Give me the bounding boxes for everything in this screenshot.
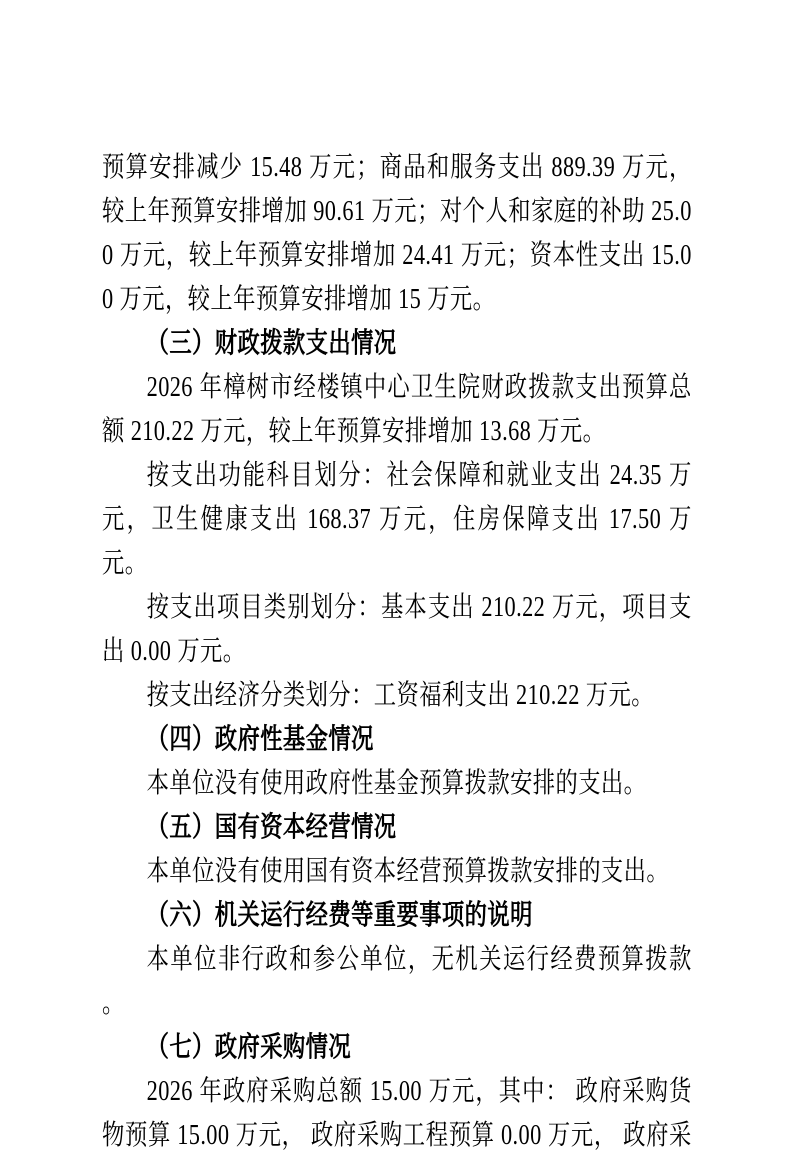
heading-section-4-government-funds: （四）政府性基金情况	[146, 724, 374, 755]
paragraph-government-procurement-detail: 2026 年政府采购总额 15.00 万元，其中： 政府采购货物预算 15.00 万元， 政府采购工程预算 0.00 万元， 政府采	[102, 1076, 692, 1151]
paragraph-expenditure-by-project-type: 按支出项目类别划分：基本支出 210.22 万元，项目支出 0.00 万元。	[102, 592, 692, 667]
heading-section-5-state-capital-operation: （五）国有资本经营情况	[146, 812, 397, 843]
heading-section-6-agency-operating-expenses: （六）机关运行经费等重要事项的说明	[146, 900, 533, 931]
paragraph-state-capital-statement: 本单位没有使用国有资本经营预算拨款安排的支出。	[146, 856, 670, 887]
paragraph-expenditure-by-economic-class: 按支出经济分类划分：工资福利支出 210.22 万元。	[146, 680, 654, 711]
heading-section-7-government-procurement: （七）政府采购情况	[146, 1032, 352, 1063]
paragraph-operating-expenses-statement: 本单位非行政和参公单位，无机关运行经费预算拨款 。	[102, 944, 692, 1019]
paragraph-expenditure-by-function: 按支出功能科目划分：社会保障和就业支出 24.35 万元，卫生健康支出 168.37 万元，住房保障支出 17.50 万元。	[102, 460, 692, 579]
paragraph-fiscal-appropriation-total: 2026 年樟树市经楼镇中心卫生院财政拨款支出预算总额 210.22 万元，较上年预算安排增加 13.68 万元。	[102, 372, 692, 447]
document-text-column	[102, 146, 692, 1158]
heading-section-3-fiscal-appropriation-expenditure: （三）财政拨款支出情况	[146, 328, 397, 359]
paragraph-expenditure-economic-detail-continuation: 预算安排减少 15.48 万元；商品和服务支出 889.39 万元，较上年预算安排增加 90.61 万元；对个人和家庭的补助 25.00 万元，较上年预算安排增加 24.41 万元；资本性支出 15.00 万元，较上年预算安排增加 15 万元。	[102, 152, 692, 315]
paragraph-government-funds-statement: 本单位没有使用政府性基金预算拨款安排的支出。	[146, 768, 647, 799]
